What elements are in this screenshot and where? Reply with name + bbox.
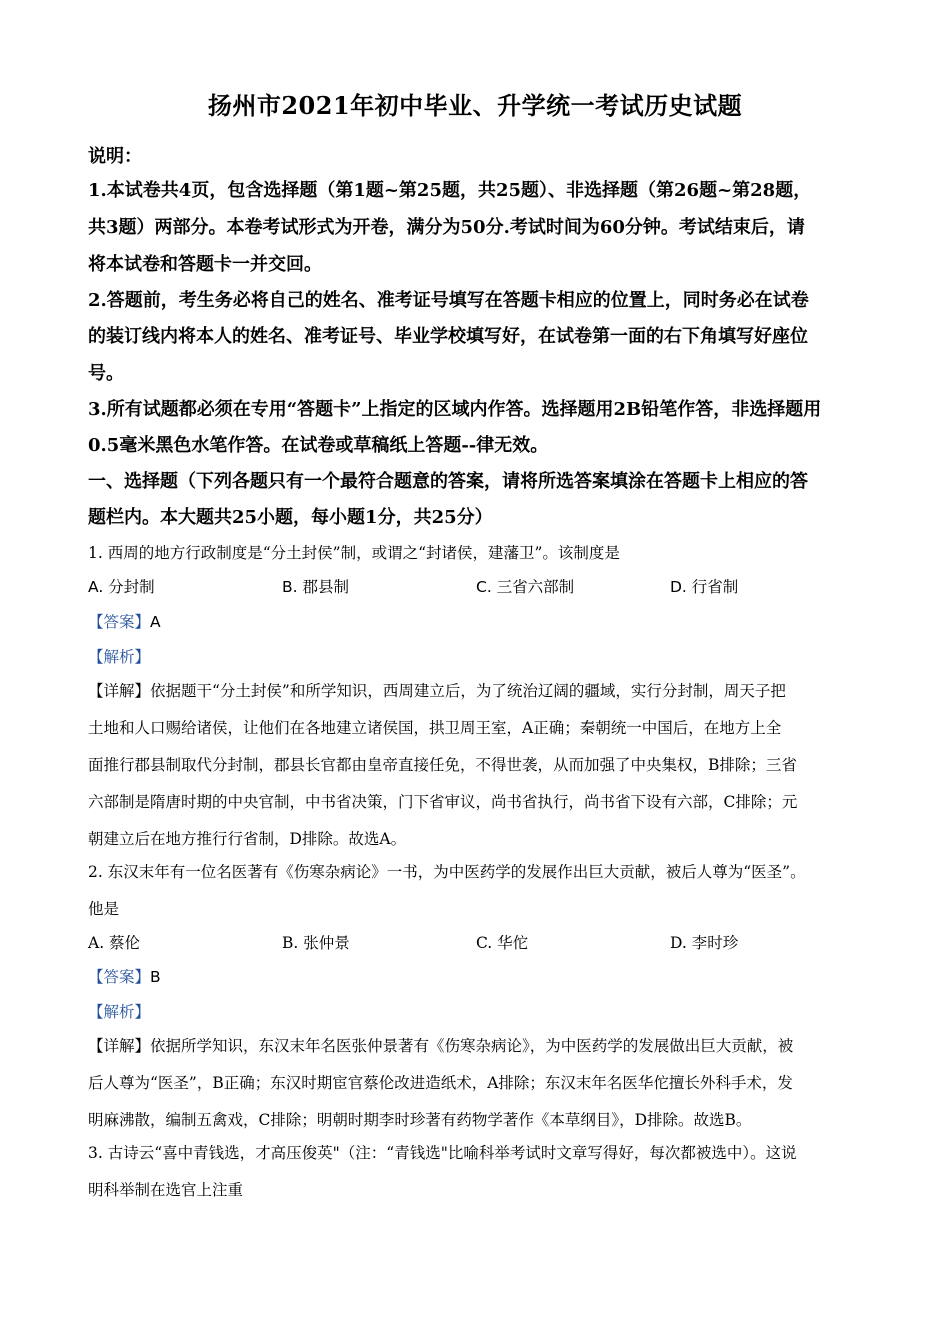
analysis-tag: 【解析】 [88, 1003, 151, 1021]
q1-detail-line: 六部制是隋唐时期的中央官制，中书省决策，门下省审议，尚书省执行，尚书省下设有六部，C排除；元 [88, 793, 798, 811]
question-2-stem: 2. 东汉末年有一位名医著有《伤寒杂病论》一书，为中医药学的发展作出巨大贡献，被后人尊为“医圣”。 [88, 863, 806, 881]
q1-detail-line: 土地和人口赐给诸侯，让他们在各地建立诸侯国，拱卫周王室，A正确；秦朝统一中国后，在地方上全 [88, 719, 782, 737]
instruction-line: 的装订线内将本人的姓名、准考证号、毕业学校填写好，在试卷第一面的右下角填写好座位 [88, 326, 808, 347]
question-3-stem: 3. 古诗云“喜中青钱选，才高压俊英"（注：“青钱选"比喻科举考试时文章写得好，每次都被选中）。这说 [88, 1144, 797, 1162]
q1-detail-line: 朝建立后在地方推行行省制，D排除。故选A。 [88, 830, 407, 848]
answer-value: B [150, 968, 161, 986]
question-3-stem: 明科举制在选官上注重 [88, 1181, 244, 1199]
q1-option-d: D. 行省制 [670, 578, 739, 596]
instruction-line: 1.本试卷共4页，包含选择题（第1题~第25题，共25题）、非选择题（第26题~第28题， [88, 180, 812, 201]
q1-option-c: C. 三省六部制 [476, 578, 575, 596]
q1-option-b: B. 郡县制 [282, 578, 349, 596]
instruction-line: 0.5毫米黑色水笔作答。在试卷或草稿纸上答题--律无效。 [88, 435, 549, 456]
q2-option-a: A. 蔡伦 [88, 934, 141, 952]
q1-detail-line: 【详解】依据题干“分土封侯”和所学知识，西周建立后，为了统治辽阔的疆域，实行分封制，周天子把 [88, 682, 786, 700]
q2-option-d: D. 李时珍 [670, 934, 739, 952]
instructions-heading: 说明： [88, 146, 142, 167]
instruction-line: 号。 [88, 363, 124, 384]
answer-tag: 【答案】 [88, 968, 151, 986]
section-heading-line: 一、选择题（下列各题只有一个最符合题意的答案，请将所选答案填涂在答题卡上相应的答 [88, 471, 808, 492]
question-2-stem: 他是 [88, 900, 120, 918]
q2-detail-line: 后人尊为“医圣”，B正确；东汉时期宦官蔡伦改进造纸术，A排除；东汉末年名医华佗擅长外科手术，发 [88, 1074, 793, 1092]
answer-value: A [150, 613, 161, 631]
analysis-tag: 【解析】 [88, 648, 151, 666]
instruction-line: 共3题）两部分。本卷考试形式为开卷，满分为50分.考试时间为60分钟。考试结束后，请 [88, 217, 805, 238]
q2-option-c: C. 华佗 [476, 934, 529, 952]
instruction-line: 2.答题前，考生务必将自己的姓名、准考证号填写在答题卡相应的位置上，同时务必在试卷 [88, 290, 809, 311]
instruction-line: 3.所有试题都必须在专用“答题卡”上指定的区域内作答。选择题用2B铅笔作答，非选择题用 [88, 399, 822, 420]
q1-detail-line: 面推行郡县制取代分封制，郡县长官都由皇帝直接任免，不得世袭，从而加强了中央集权，B排除；三省 [88, 756, 797, 774]
q1-option-a: A. 分封制 [88, 578, 155, 596]
q2-detail-line: 明麻沸散，编制五禽戏，C排除；明朝时期李时珍著有药物学著作《本草纲目》，D排除。故选B。 [88, 1111, 752, 1129]
q1-answer [88, 615, 161, 631]
question-1-stem: 1. 西周的地方行政制度是“分土封侯”制，或谓之“封诸侯，建藩卫”。该制度是 [88, 544, 620, 562]
section-heading-line: 题栏内。本大题共25小题，每小题1分，共25分） [88, 507, 493, 528]
page-title: 扬州市2021年初中毕业、升学统一考试历史试题 [207, 91, 743, 120]
q2-detail-line: 【详解】依据所学知识，东汉末年名医张仲景著有《伤寒杂病论》，为中医药学的发展做出巨大贡献，被 [88, 1037, 794, 1055]
instruction-line: 将本试卷和答题卡一并交回。 [88, 254, 322, 275]
answer-tag: 【答案】 [88, 613, 151, 631]
q2-answer [88, 970, 161, 986]
q2-option-b: B. 张仲景 [282, 934, 350, 952]
